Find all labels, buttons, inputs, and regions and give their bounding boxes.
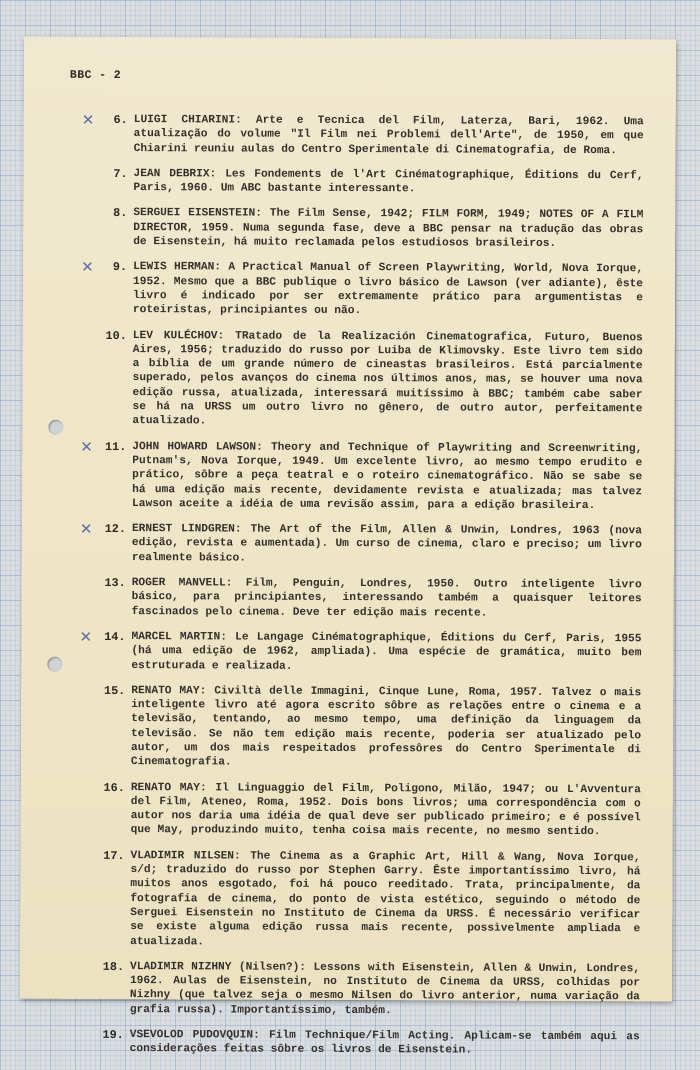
entry-text: SERGUEI EISENSTEIN: The Film Sense, 1942; FILM FORM, 1949; NOTES OF A FILM DIRECTOR, 1959. Numa segunda fase, deve a BBC pensar na tradução das obras de Eisenstein, há muito reclamada pelos estudiosos brasileiros. bbox=[133, 207, 644, 250]
bibliography-entry bbox=[81, 110, 644, 158]
bibliography-entry bbox=[82, 576, 642, 621]
x-mark-icon: ✕ bbox=[81, 258, 94, 277]
entry-number: 7. bbox=[113, 166, 128, 181]
bibliography-list bbox=[79, 110, 644, 1070]
punch-hole-bottom bbox=[47, 657, 62, 672]
entry-text: RENATO MAY: Il Linguaggio del Film, Poligono, Milão, 1947; ou L'Avventura del Film, Ateneo, Roma, 1952. Dois bons livros; uma correspondência com o autor nos daria uma idéia de qual deve ser publicado primeiro; e é possível que May, produzindo muito, tenha coisa mais recente, no mesmo sentido. bbox=[130, 781, 641, 839]
bibliography-entry bbox=[80, 960, 640, 1020]
entry-number: 12. bbox=[104, 522, 126, 537]
entry-number: 15. bbox=[103, 683, 126, 698]
entry-number: 17. bbox=[103, 848, 125, 863]
entry-number: 6. bbox=[113, 112, 128, 128]
bibliography-entry bbox=[83, 167, 643, 198]
entry-number: 13. bbox=[104, 575, 126, 591]
x-mark-icon: ✕ bbox=[81, 110, 95, 129]
entry-text: LEWIS HERMAN: A Practical Manual of Screen Playwriting, World, Nova Iorque, 1952. Mesmo que a BBC publique o livro básico de Lawson (ver adiante), êste livro é indicado por ser extremamente prático para argumentistas e roteiristas, principiantes ou não. bbox=[132, 261, 644, 318]
bibliography-entry bbox=[83, 206, 643, 251]
entry-text: ROGER MANVELL: Film, Penguin, Londres, 1950. Outro inteligente livro básico, para principiantes, interessando também a quaisquer leitores fascinados pelo cinema. Deve ter edição mais recente. bbox=[131, 577, 642, 620]
bibliography-entry bbox=[80, 849, 640, 952]
entry-text: RENATO MAY: Civiltà delle Immagini, Cinque Lune, Roma, 1957. Talvez o mais inteligente livro até agora escrito sôbre as relações entre o cinema e a televisão, tentando, ao mesmo tempo, uma definição da linguagem da televisão. Se não tem edição mais recente, poderia ser atualizado pelo autor, um dos mais respeitados professôres do Centro Sperimentale di Cinematografia. bbox=[130, 684, 642, 769]
x-mark-icon: ✕ bbox=[79, 519, 93, 539]
entry-number: 9. bbox=[112, 260, 128, 275]
bibliography-entry bbox=[81, 684, 641, 772]
bibliography-entry bbox=[79, 519, 642, 567]
bibliography-entry bbox=[79, 627, 642, 675]
bibliography-entry bbox=[82, 328, 642, 431]
bibliography-entry bbox=[82, 439, 642, 513]
bibliography-entry bbox=[83, 260, 643, 320]
x-mark-icon: ✕ bbox=[79, 627, 93, 646]
typewritten-sheet bbox=[20, 37, 676, 1057]
entry-text: VLADIMIR NILSEN: The Cinema as a Graphic Art, Hill & Wang, Nova Iorque, s/d; traduzido do russo por Stephen Garry. Êste importantíssimo livro, há muitos anos esgotado, foi há pouco reeditado. Trata, principalmente, da fotografia de cinema, do ponto de vista estético, seguindo o método de Serguei Eisenstein no Instituto de Cinema da URSS. É necessário verificar se existe alguma edição russa mais recente, possìvelmente ampliada e atualizada. bbox=[130, 849, 641, 948]
punch-hole-top bbox=[48, 420, 63, 435]
entry-text: LEV KULÉCHOV: TRatado de la Realización Cinematografica, Futuro, Buenos Aires, 1956; traduzido do russo por Luiba de Klimovsky. Este livro tem sido a bíblia de um grande número de cineastas brasileiros. Está parcialmente superado, pelos avanços do cinema nos últimos anos, mas, se houver uma nova edição russa, atualizada, interessará muitíssimo à BBC; também cabe saber se há na URSS um outro livro no gênero, de outro autor, perfeitamente atualizado. bbox=[132, 329, 643, 428]
bibliography-entry bbox=[81, 780, 641, 840]
entry-number: 14. bbox=[104, 629, 126, 644]
entry-text: ERNEST LINDGREN: The Art of the Film, Allen & Unwin, Londres, 1963 (nova edição, revista e aumentada). Um curso de cinema, claro e preciso; um livro realmente básico. bbox=[131, 523, 642, 565]
entry-text: JOHN HOWARD LAWSON: Theory and Technique of Playwriting and Screenwriting, Putnam's, Nova Iorque, 1949. Um excelente livro, ao mesmo tempo erudito e prático, sôbre a peça teatral e o roteiro cinematográfico. Não se sabe se há uma edição mais recente, devidamente revista e atualizada; mas talvez Lawson aceite a idéia de uma revisão assim, para a edição brasileira. bbox=[132, 440, 643, 512]
entry-text: VLADIMIR NIZHNY (Nilsen?): Lessons with Eisenstein, Allen & Unwin, Londres, 1962. Aulas de Eisenstein, no Instituto de Cinema da URSS, colhidas por Nizhny (que talvez seja o mesmo Nilsen do livro anterior, numa variação da grafia russa). Importantíssimo, também. bbox=[129, 960, 641, 1017]
page-header: BBC - 2 bbox=[69, 68, 122, 83]
entry-text: VSEVOLOD PUDOVQUIN: Film Technique/Film Acting. Aplicam-se também aqui as considerações feitas sôbre os livros de Eisenstein. bbox=[129, 1029, 640, 1057]
bibliography-entry bbox=[80, 1028, 640, 1059]
entry-number: 18. bbox=[102, 959, 125, 974]
entry-number: 16. bbox=[103, 780, 125, 795]
entry-number: 8. bbox=[113, 206, 128, 221]
entry-text: MARCEL MARTIN: Le Langage Cinématographique, Éditions du Cerf, Paris, 1955 (há uma edição de 1962, ampliada). Uma espécie de gramática, muito bem estruturada e realizada. bbox=[131, 630, 642, 673]
entry-number: 11. bbox=[105, 439, 127, 454]
x-mark-icon: ✕ bbox=[80, 437, 93, 456]
entry-text: LUIGI CHIARINI: Arte e Tecnica del Film, Laterza, Bari, 1962. Uma atualização do volume "Il Film nei Problemi dell'Arte", de 1950, em que Chiarini reuniu aulas do Centro Sperimentale di Cinematografia, de Roma. bbox=[133, 114, 644, 157]
entry-number: 10. bbox=[105, 328, 127, 343]
entry-text: JEAN DEBRIX: Les Fondements de l'Art Cinématographique, Éditions du Cerf, Paris, 1960. Um ABC bastante interessante. bbox=[133, 167, 644, 196]
entry-number: 19. bbox=[102, 1027, 124, 1043]
